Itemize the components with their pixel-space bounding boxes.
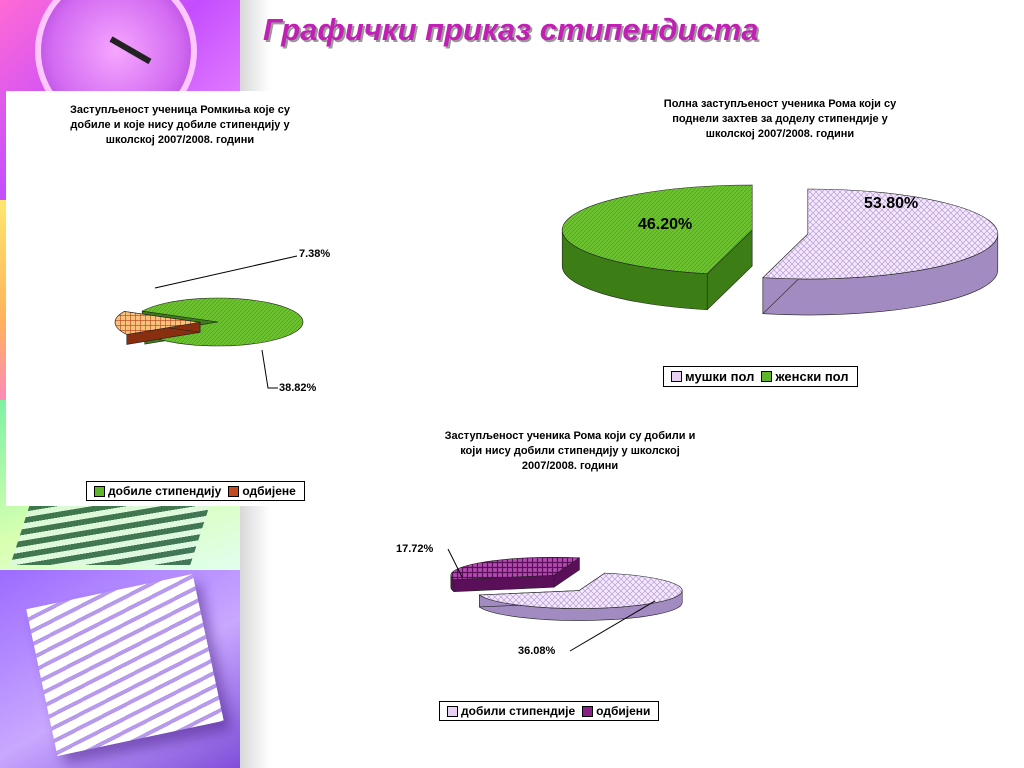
chart1-title-line: Заступљеност ученица Ромкиња које су	[70, 104, 290, 116]
chart1-legend	[86, 481, 305, 501]
chart2-title	[615, 97, 945, 142]
chart1-pie	[115, 298, 303, 346]
legend-swatch-purple	[582, 706, 593, 717]
chart1-leader-line	[262, 350, 278, 388]
chart1-title-line: добиле и које нису добиле стипендију у	[70, 119, 290, 131]
chart2-title-line: школској 2007/2008. години	[705, 128, 855, 140]
chart3-title-line: 2007/2008. години	[521, 460, 619, 472]
chart2-title-line: Полна заступљеност ученика Рома који су	[663, 98, 897, 110]
chart3-value-label: 36.08%	[518, 645, 556, 657]
legend-label: одбијени	[596, 704, 651, 718]
chart1-value-label: 7.38%	[299, 248, 331, 260]
legend-label: добиле стипендију	[108, 484, 222, 498]
chart2-value-label: 46.20%	[638, 216, 693, 233]
legend-swatch-lavender	[671, 371, 682, 382]
legend-label: мушки пол	[685, 369, 755, 384]
chart1-title-line: школској 2007/2008. години	[105, 134, 255, 146]
legend-label: женски пол	[775, 369, 849, 384]
chart3-value-label: 17.72%	[396, 543, 434, 555]
chart3-legend	[439, 701, 659, 721]
legend-swatch-lavender	[447, 706, 458, 717]
chart2-legend	[663, 366, 858, 387]
chart2-title-line: поднели захтев за доделу стипендије у	[672, 113, 888, 125]
legend-swatch-green	[94, 486, 105, 497]
chart2-value-label: 53.80%	[864, 195, 919, 212]
legend-swatch-green	[761, 371, 772, 382]
chart3-title-line: који нису добили стипендију у школској	[460, 445, 680, 457]
slide-title: Графички приказ стипендиста	[263, 12, 759, 47]
legend-swatch-orange	[228, 486, 239, 497]
pie-layer	[115, 185, 998, 621]
legend-label: добили стипендије	[461, 704, 576, 718]
chart1-leader-line	[155, 256, 297, 288]
chart3-title-line: Заступљеност ученика Рома који су добили и	[444, 430, 696, 442]
chart3-title	[395, 429, 745, 474]
chart2-pie	[562, 185, 998, 315]
chart1-value-label: 38.82%	[279, 382, 317, 394]
chart3-pie	[451, 557, 682, 620]
legend-label: одбијене	[242, 484, 296, 498]
